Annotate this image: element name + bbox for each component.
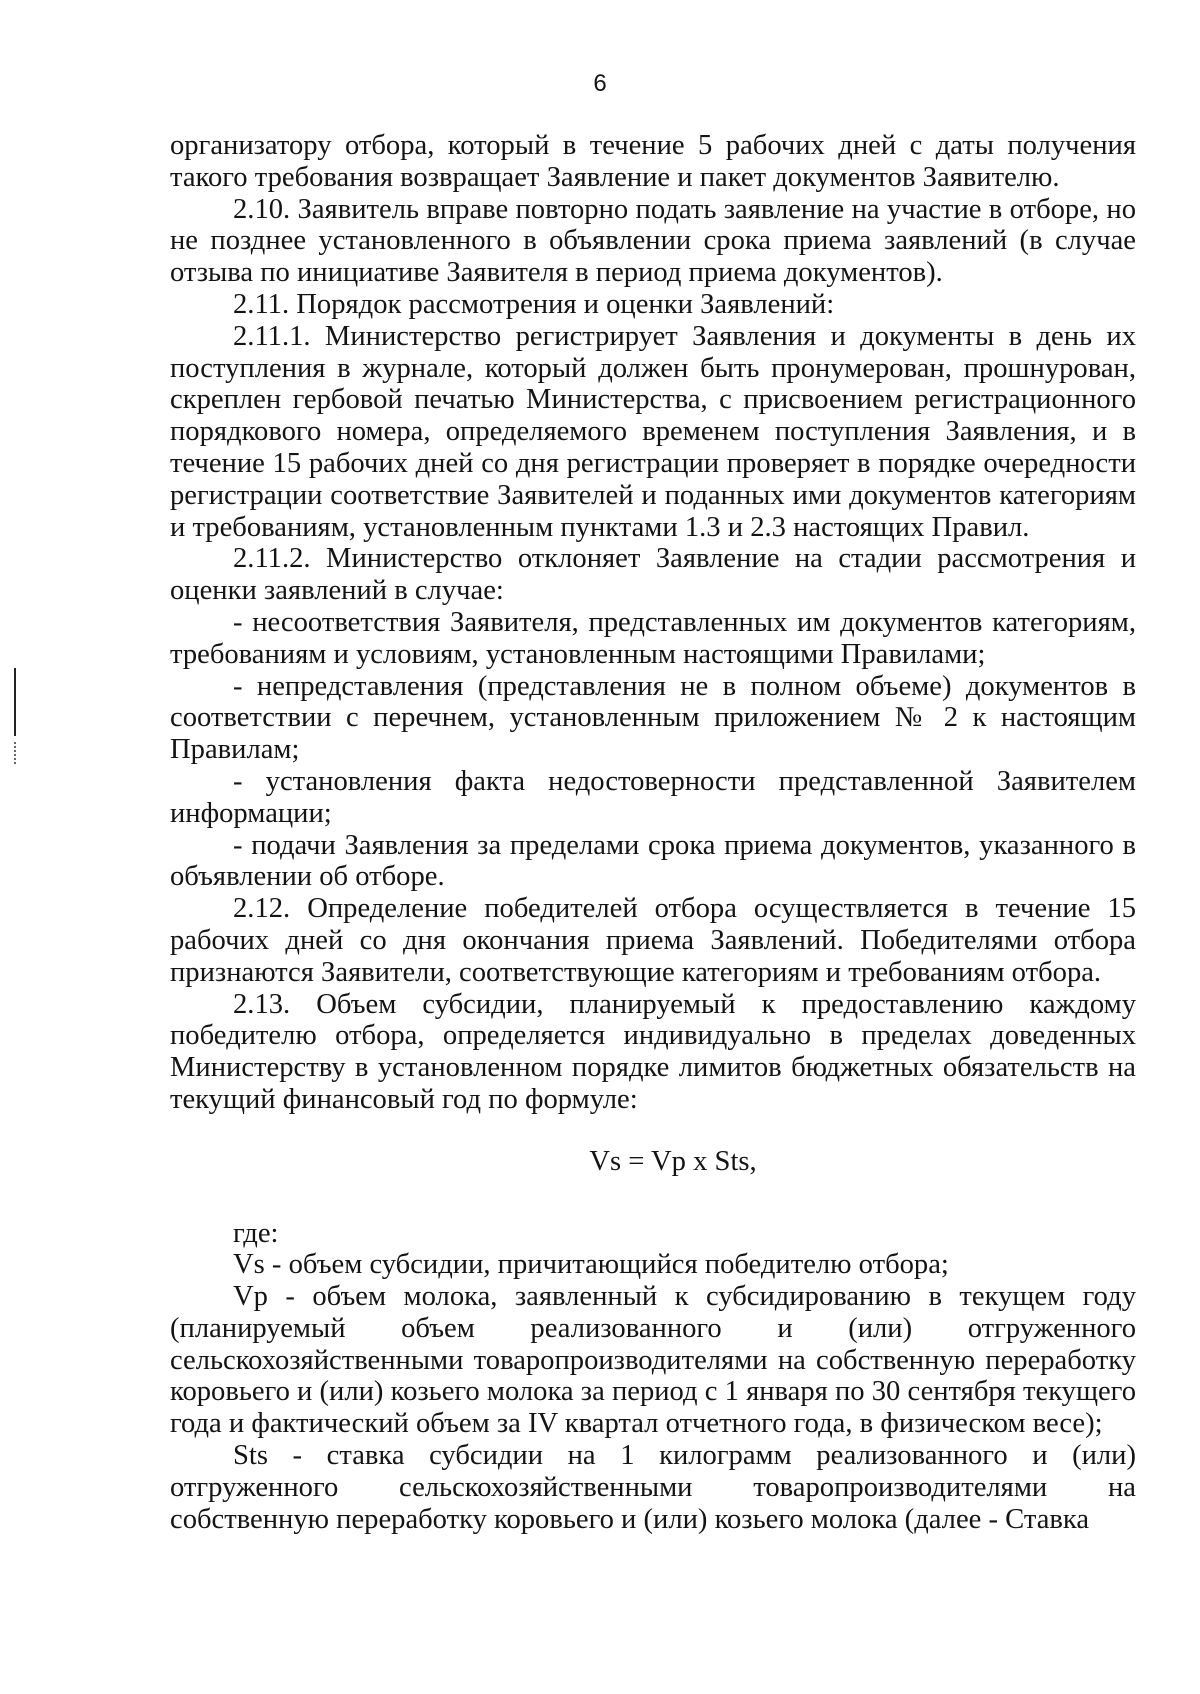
paragraph-2-13: 2.13. Объем субсидии, планируемый к предоставлению каждому победителю отбора, определяется индивидуально в пределах доведенных Министерству в установленном порядке лимитов бюджетных обязательств на текущий финансовый год по формуле: [170,988,1136,1115]
paragraph-continuation: организатору отбора, который в течение 5 рабочих дней с даты получения такого требования возвращает Заявление и пакет документов Заявителю. [170,130,1136,193]
definition-vp: Vp - объем молока, заявленный к субсидированию в текущем году (планируемый объем реализованного и (или) отгруженного сельскохозяйственными товаропроизводителями на собственную переработку коровьего и (или) козьего молока за период с 1 января по 30 сентября текущего года и фактический объем за IV квартал отчетного года, в физическом весе); [170,1281,1136,1440]
binding-dots [14,742,16,764]
definition-sts: Sts - ставка субсидии на 1 килограмм реализованного и (или) отгруженного сельскохозяйственными товаропроизводителями на собственную переработку коровьего и (или) козьего молока (далее - Ставка [170,1440,1136,1535]
paragraph-2-12: 2.12. Определение победителей отбора осуществляется в течение 15 рабочих дней со дня окончания приема Заявлений. Победителями отбора признаются Заявители, соответствующие категориям и требованиям отбора. [170,893,1136,988]
document-body [170,130,1136,1535]
rejection-reason-4: - подачи Заявления за пределами срока приема документов, указанного в объявлении об отборе. [170,829,1136,893]
definition-vs: Vs - объем субсидии, причитающийся победителю отбора; [233,1249,949,1281]
paragraph-2-10: 2.10. Заявитель вправе повторно подать заявление на участие в отборе, но не позднее установленного в объявлении срока приема заявлений (в случае отзыва по инициативе Заявителя в период приема документов). [170,193,1136,289]
paragraph-2-11-1: 2.11.1. Министерство регистрирует Заявления и документы в день их поступления в журнале, который должен быть пронумерован, прошнурован, скреплен гербовой печатью Министерства, с присвоением регистрационного порядкового номера, определяемого временем поступления Заявления, и в течение 15 рабочих дней со дня регистрации проверяет в порядке очередности регистрации соответствие Заявителей и поданных ими документов категориям и требованиям, установленным пунктами 1.3 и 2.3 настоящих Правил. [170,320,1136,543]
paragraph-2-11: 2.11. Порядок рассмотрения и оценки Заявлений: [233,288,835,320]
paragraph-2-11-2: 2.11.2. Министерство отклоняет Заявление на стадии рассмотрения и оценки заявлений в случае: [170,543,1136,607]
where-label: где: [233,1217,279,1249]
rejection-reason-2: - непредставления (представления не в полном объеме) документов в соответствии с перечнем, установленным приложением № 2 к настоящим Правилам; [170,670,1136,766]
binding-mark [14,668,16,736]
rejection-reason-1: - несоответствия Заявителя, представленных им документов категориям, требованиям и условиям, установленным настоящими Правилами; [170,606,1136,670]
subsidy-formula: Vs = Vp x Sts, [589,1145,757,1177]
rejection-reason-3: - установления факта недостоверности представленной Заявителем информации; [170,765,1136,829]
page-number: 6 [593,70,607,97]
